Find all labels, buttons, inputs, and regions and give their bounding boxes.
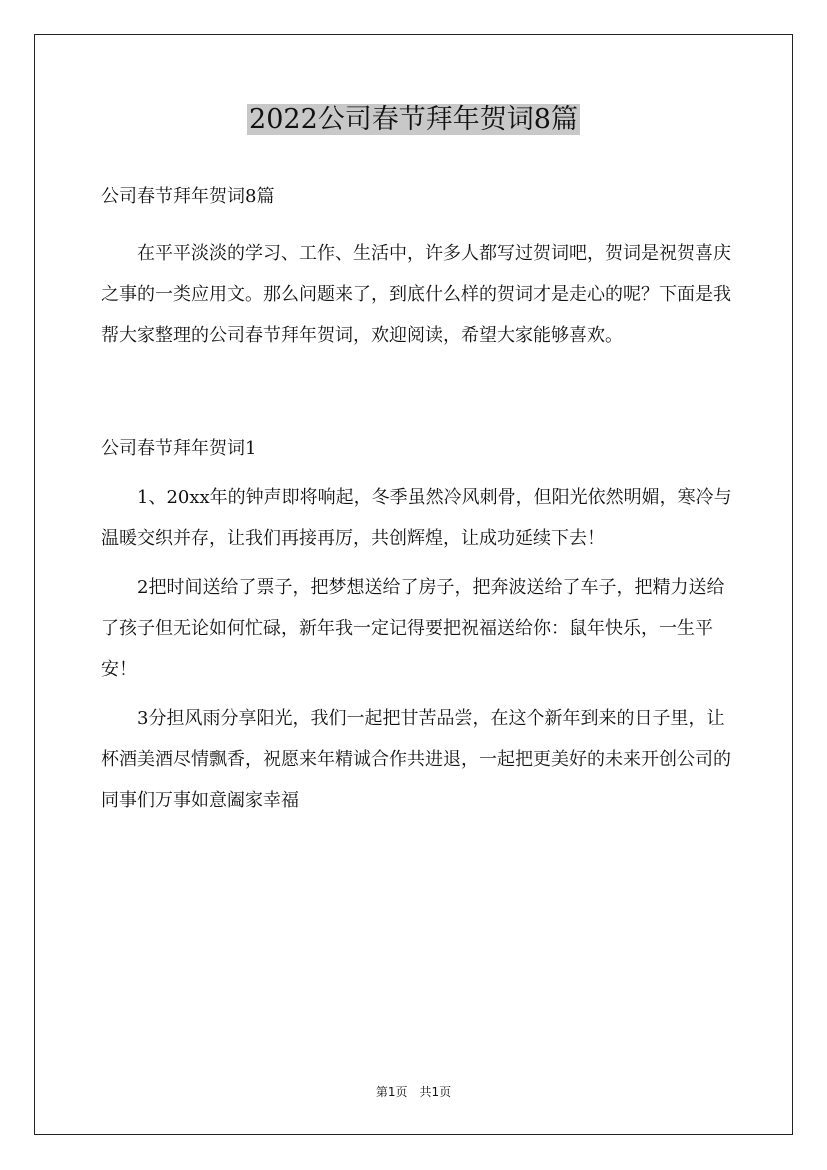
- page-number: 第1页 共1页: [375, 1085, 452, 1099]
- section-heading: 公司春节拜年贺词1: [101, 438, 257, 459]
- greeting-paragraph-3: 3分担风雨分享阳光，我们一起把甘苦品尝，在这个新年到来的日子里，让杯酒美酒尽情飘香，祝愿来年精诚合作共进退，一起把更美好的未来开创公司的同事们万事如意阖家幸福: [101, 708, 731, 811]
- document-title: 2022公司春节拜年贺词8篇: [249, 104, 578, 135]
- document-subtitle: 公司春节拜年贺词8篇: [101, 186, 275, 207]
- page-footer: [0, 1083, 827, 1100]
- document-body: [101, 176, 741, 821]
- greeting-paragraph-1: 1、20xx年的钟声即将响起，冬季虽然冷风刺骨，但阳光依然明媚，寒冷与温暖交织并存，让我们再接再厉，共创辉煌，让成功延续下去！: [101, 487, 732, 549]
- document-title-wrap: [0, 100, 827, 140]
- intro-paragraph: 在平平淡淡的学习、工作、生活中，许多人都写过贺词吧，贺词是祝贺喜庆之事的一类应用文。那么问题来了，到底什么样的贺词才是走心的呢？下面是我帮大家整理的公司春节拜年贺词，欢迎阅读，希望大家能够喜欢。: [101, 243, 731, 346]
- greeting-paragraph-2: 2把时间送给了票子，把梦想送给了房子，把奔波送给了车子，把精力送给了孩子但无论如何忙碌，新年我一定记得要把祝福送给你：鼠年快乐，一生平安！: [101, 577, 725, 680]
